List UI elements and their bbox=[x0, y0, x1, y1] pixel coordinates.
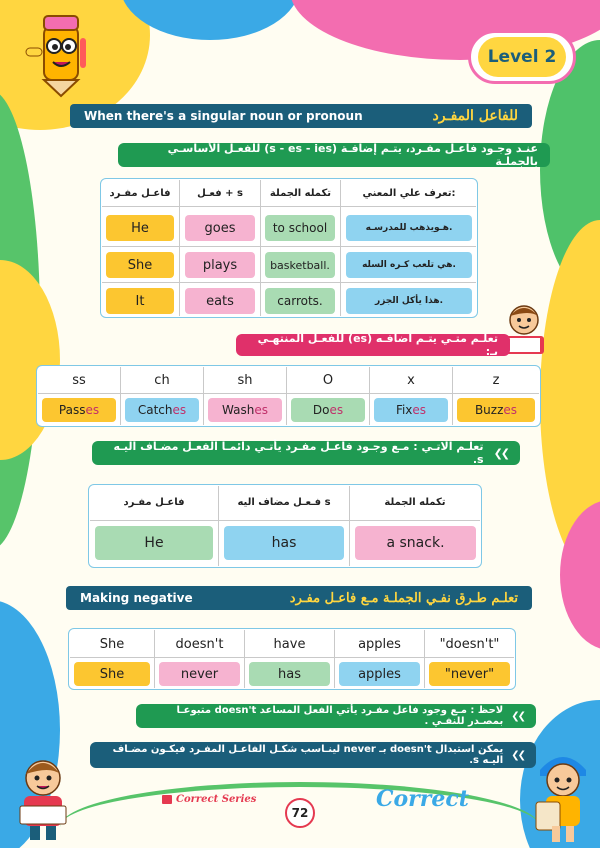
section4-bottom-cell: She bbox=[74, 662, 150, 686]
section4-bottom-cell: has bbox=[249, 662, 330, 686]
section2-ending-o: O bbox=[322, 372, 334, 388]
note1-text: لاحظ : مـع وجود فاعل مفـرد يأتي الفعل المساعد doesn't متبوعـا بمصـدر للنفـي . bbox=[176, 705, 504, 727]
section1-col-line-1 bbox=[179, 180, 180, 316]
section2-word-buzzes bbox=[457, 398, 535, 422]
correct-series-logo bbox=[162, 794, 256, 805]
note1-banner bbox=[136, 704, 536, 728]
section1-verb-cell: goes bbox=[185, 215, 255, 241]
section1-col-line-3 bbox=[340, 180, 341, 316]
word-suffix: es bbox=[503, 403, 518, 417]
correct-logo-text: Correct bbox=[376, 786, 469, 812]
section3-header-complement: تكمله الجملة bbox=[384, 496, 446, 508]
section3-rule-text: تعلـم الاتـي : مـع وجـود فاعـل مفـرد يأتـي دائمـا الفعـل مضـاف اليـه s. bbox=[113, 440, 484, 466]
section1-title-ar: للفاعل المفـرد bbox=[432, 108, 518, 124]
section1-subject-cell: He bbox=[106, 215, 174, 241]
section1-verb-cell: plays bbox=[185, 252, 255, 278]
section2-ending-sh: sh bbox=[237, 372, 253, 388]
section3-header-verb: فـعـل مضاف اليه s bbox=[237, 496, 331, 508]
section4-bottom-cell: never bbox=[159, 662, 240, 686]
section1-header-subject: فاعـل مفـرد bbox=[109, 187, 171, 199]
level-badge-inner bbox=[478, 37, 566, 77]
section1-rule-banner bbox=[118, 143, 550, 167]
boy-reading-icon bbox=[10, 756, 76, 842]
word-suffix: es bbox=[85, 403, 100, 417]
section1-complement-cell: carrots. bbox=[265, 288, 335, 314]
word-stem: Do bbox=[312, 403, 330, 417]
word-suffix: es bbox=[254, 403, 268, 417]
section1-meaning-cell: هي تلعب كـره السله. bbox=[346, 252, 472, 278]
section2-ending-z: z bbox=[492, 372, 500, 388]
page-number-badge bbox=[285, 798, 315, 828]
section1-subject-cell: It bbox=[106, 288, 174, 314]
note2-banner bbox=[90, 742, 536, 768]
section3-header-subject: فاعـل مفـرد bbox=[123, 496, 185, 508]
section1-verb-cell: eats bbox=[185, 288, 255, 314]
section3-subject-cell: He bbox=[95, 526, 213, 560]
word-stem: Buzz bbox=[474, 403, 504, 417]
section1-meaning-cell: هذا يأكل الجزر. bbox=[346, 288, 472, 314]
section1-header-line bbox=[102, 206, 476, 207]
section3-rule-banner bbox=[92, 441, 520, 465]
section4-top-cell: "doesn't" bbox=[439, 636, 500, 652]
section2-ending-ch: ch bbox=[154, 372, 170, 388]
section1-header-complement: تكمله الجملة bbox=[269, 187, 332, 199]
section1-title-banner bbox=[70, 104, 532, 128]
section2-ending-x: x bbox=[407, 372, 415, 388]
section4-top-cell: have bbox=[273, 636, 306, 652]
section4-title-ar: تعلـم طـرق نفـي الجملـة مـع فاعـل مفـرد bbox=[289, 590, 518, 606]
section1-subject-cell: She bbox=[106, 252, 174, 278]
section2-word-passes bbox=[42, 398, 116, 422]
section1-complement-cell: to school bbox=[265, 215, 335, 241]
section2-ending-ss: ss bbox=[72, 372, 86, 388]
section2-rule-banner bbox=[236, 334, 510, 356]
section1-rule-text: عنـد وجـود فاعـل مفـرد، يتـم إضافـة (s - es - ies) للفعـل الأساسـي بالجملـة bbox=[167, 142, 538, 168]
section4-top-cell: doesn't bbox=[175, 636, 224, 652]
section1-header-meaning: تعرف علي المعني: bbox=[362, 187, 456, 199]
word-suffix: es bbox=[412, 403, 427, 417]
section1-col-line-2 bbox=[260, 180, 261, 316]
word-stem: Pass bbox=[58, 403, 86, 417]
section2-word-catches bbox=[125, 398, 199, 422]
section3-complement-cell: a snack. bbox=[355, 526, 476, 560]
section2-rule-text: تعلـم متـي يتـم اضافـه (es) للفعـل المنتهـي بـ: bbox=[257, 332, 498, 358]
section1-row-line-2 bbox=[102, 282, 476, 283]
section1-title-en: When there's a singular noun or pronoun bbox=[84, 109, 363, 123]
section1-meaning-cell: هـويذهب للمدرسـه. bbox=[346, 215, 472, 241]
section1-header-verb: فعـل + s bbox=[197, 187, 243, 199]
section3-header-line bbox=[90, 520, 480, 521]
double-chevron-icon: ❯❯ bbox=[493, 446, 508, 460]
correct-series-text: Correct Series bbox=[176, 794, 257, 805]
bg-blob-left-yellow bbox=[0, 260, 60, 460]
pencil-mascot-icon bbox=[22, 8, 102, 98]
word-stem: Catch bbox=[137, 403, 173, 417]
section4-top-cell: apples bbox=[358, 636, 401, 652]
section4-bottom-cell: apples bbox=[339, 662, 420, 686]
section2-word-does bbox=[291, 398, 365, 422]
correct-logo bbox=[376, 786, 469, 812]
section4-top-cell: She bbox=[99, 636, 125, 652]
section4-header-line bbox=[70, 657, 514, 658]
word-suffix: es bbox=[329, 403, 344, 417]
word-suffix: es bbox=[172, 403, 187, 417]
double-chevron-icon: ❯❯ bbox=[511, 710, 524, 722]
section2-word-fixes bbox=[374, 398, 448, 422]
section4-bottom-cell: "never" bbox=[429, 662, 510, 686]
section2-header-line bbox=[38, 393, 539, 394]
section4-title-en: Making negative bbox=[80, 591, 193, 605]
page-number: 72 bbox=[291, 806, 309, 820]
section1-row-line-1 bbox=[102, 246, 476, 247]
level-badge-text: Level 2 bbox=[487, 47, 557, 67]
section1-complement-cell: basketball. bbox=[265, 252, 335, 278]
book-icon bbox=[162, 795, 172, 804]
word-stem: Wash bbox=[222, 403, 255, 417]
section2-word-washes bbox=[208, 398, 282, 422]
word-stem: Fix bbox=[395, 403, 413, 417]
section3-verb-cell: has bbox=[224, 526, 344, 560]
note2-text: يمكن استبدال doesn't بـ never لينـاسب شكـل الفاعـل المفـرد فيكـون مضـاف اليـه s. bbox=[112, 744, 504, 766]
girl-with-scroll-icon bbox=[530, 750, 596, 844]
section4-title-banner bbox=[66, 586, 532, 610]
double-chevron-icon: ❯❯ bbox=[511, 749, 524, 761]
